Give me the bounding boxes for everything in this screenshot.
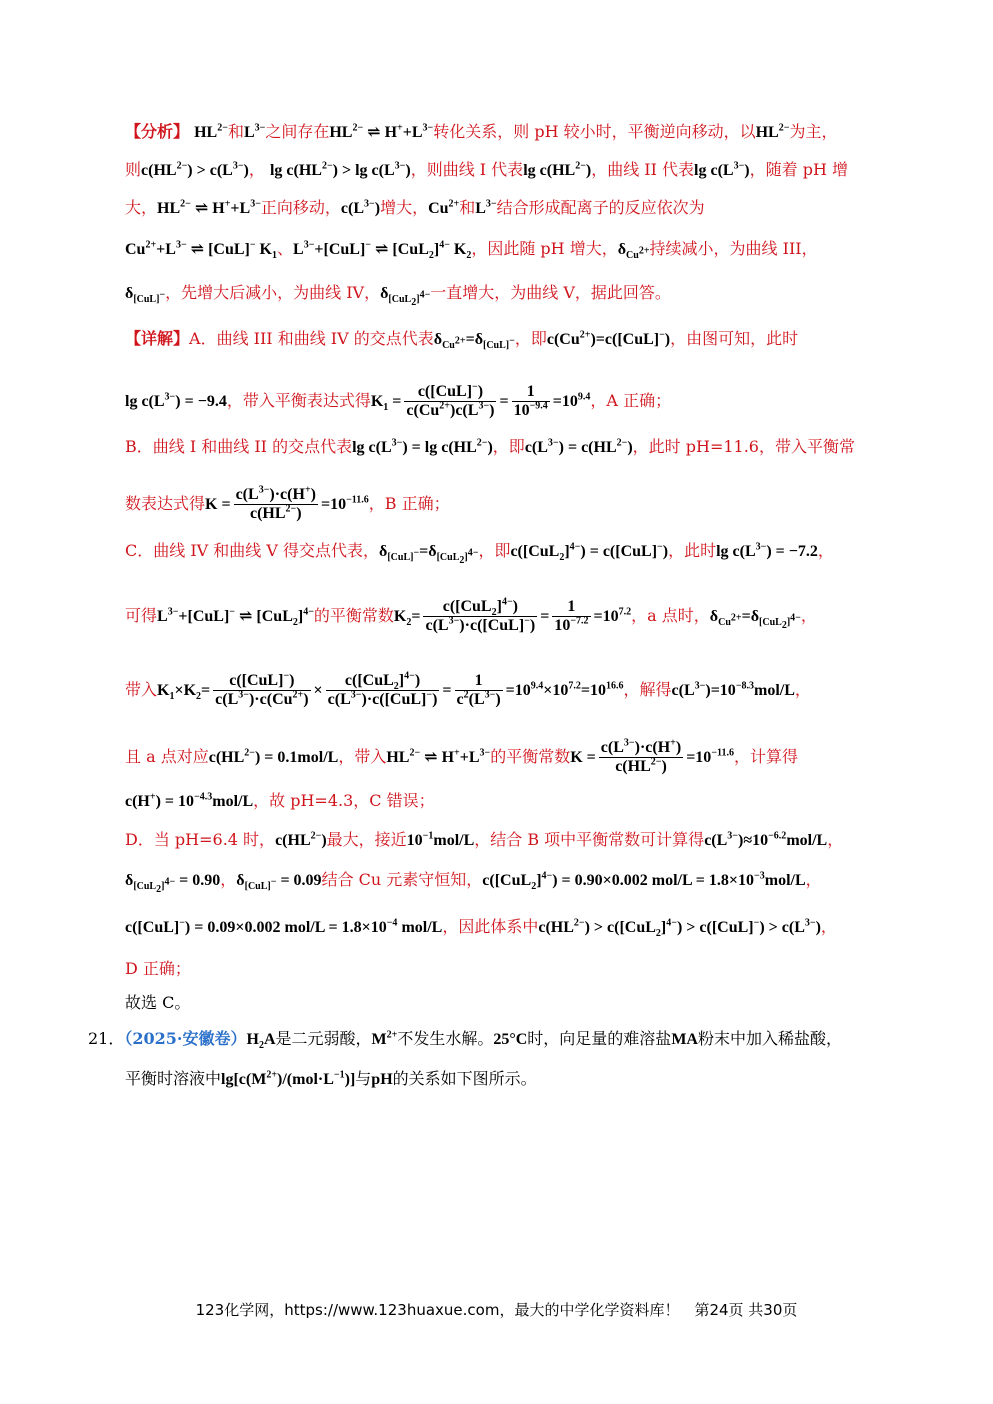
analysis-line-3: 大，$HL^{2-}$ ⇌ $H^++L^{3-}$正向移动，$c(L^{3-})$增大，$Cu^{2+}$和$L^{3-}$结合形成配离子的反应依次为 xyxy=(125,198,705,217)
question-21-line-1: 21．（2025·安徽卷）$H_2A$是二元弱酸，$M^{2+}$不发生水解。25°C时，向足量的难溶盐MA粉末中加入稀盐酸， xyxy=(88,1029,842,1052)
detail-tag: 【详解】 xyxy=(125,329,190,348)
analysis-line-2: 则$c(HL^{2-}) > c(L^{3-})$， $\lg c(HL^{2-}) > \lg c(L^{3-})$，则曲线 I 代表$\lg c(HL^{2-})$，曲线 II 代表$\lg c(L^{3-})$，随着 pH 增 xyxy=(125,160,848,179)
detail-a-line-2: $\lg c(L^{3-}) = -9.4$，带入平衡表达式得$K_1$ = $\frac{c([CuL]^-)}{c(Cu^{2+})c(L^{3-})}$ = $\frac{1}{10^{-9.4}}$ $=10^{9.4}$，A 正确； xyxy=(125,381,672,419)
page-footer: 123化学网，https://www.123huaxue.com，最大的中学化学资料库！ 第24页 共30页 xyxy=(195,1301,798,1319)
detail-b-line-2: 数表达式得K = $\frac{c(L^{3-})\cdot c(H^+)}{c(HL^{2-})}$ $=10^{-11.6}$，B 正确； xyxy=(125,484,450,522)
detail-d-line-3: c([CuL]−) = 0.09×0.002 $mol/L = 1.8\times 10^{-4}$ mol/L，因此体系中$c(HL^{2-}) > c([CuL_2]^{4-}) > c([CuL]^-) > c(L^{3-})$， xyxy=(125,917,837,940)
detail-c-line-2: 可得$L^{3-}+[CuL]^-$ ⇌ $[CuL_2]^{4-}$的平衡常数$K_2=$ $\frac{c([CuL_2]^{4-})}{c(L^{3-})\cdot c([CuL]^-)}$ = $\frac{1}{10^{-7.2}}$ $=10^{7.2}$，a 点时，$\delta_{Cu^{2+}}=\delta_{[CuL_2]^{4-}}$， xyxy=(125,596,817,634)
analysis-line-1: 【分析】 $HL^{2-}$和$L^{3-}$之间存在$HL^{2-}$ ⇌ $H^++L^{3-}$转化关系，则 pH 较小时，平衡逆向移动，以$HL^{2-}$为主， xyxy=(125,122,838,141)
analysis-tag: 【分析】 xyxy=(125,122,190,141)
detail-c-line-3: 带入$K_1\times K_2=$ $\frac{c([CuL]^-)}{c(L^{3-})\cdot c(Cu^{2+})}$ × $\frac{c([CuL_2]^{4-})}{c(L^{3-})\cdot c([CuL]^-)}$ = $\frac{1}{c^2(L^{3-})}$ $=10^{9.4}\times 10^{7.2}=10^{16.6}$，解得$c(L^{3-})=10^{-8.3}mol/L$， xyxy=(125,670,811,708)
detail-d-line-1: D．当 pH=6.4 时，$c(HL^{2-})$最大，接近$10^{-1}mol/L$，结合 B 项中平衡常数可计算得$c(L^{3-})\approx 10^{-6.2}mol/L$， xyxy=(125,830,844,849)
conclusion: 故选 C。 xyxy=(125,993,191,1012)
detail-c-line-4: 且 a 点对应$c(HL^{2-}) = 0.1mol/L$，带入$HL^{2-}$ ⇌ $H^++L^{3-}$的平衡常数K = $\frac{c(L^{3-})\cdot c(H^+)}{c(HL^{2-})}$ $=10^{-11.6}$，计算得 xyxy=(125,737,798,775)
question-number: 21． xyxy=(88,1029,125,1048)
detail-a-line-1: 【详解】A．曲线 III 和曲线 IV 的交点代表$\delta_{Cu^{2+}}=\delta_{[CuL]^-}$，即$c(Cu^{2+})=c([CuL]^-)$，由图可知，此时 xyxy=(125,329,799,352)
detail-c-line-5: $c(H^+) = 10^{-4.3}mol/L$，故 pH=4.3，C 错误； xyxy=(125,791,435,810)
question-21-line-2: 平衡时溶液中$\lg[c(M^{2+})/(mol\cdot L^{-1})]$与pH的关系如下图所示。 xyxy=(125,1069,537,1088)
detail-d-line-4: D 正确； xyxy=(125,959,191,978)
analysis-line-5: $\delta_{[CuL]^-}$，先增大后减小，为曲线 IV，$\delta_{[CuL_2]^{4-}}$一直增大，为曲线 V，据此回答。 xyxy=(125,283,671,309)
detail-d-line-2: $\delta_{[CuL_2]^{4-}} = 0.90$，$\delta_{[CuL]^-} = 0.09$结合 Cu 元素守恒知，$c([CuL_2]^{4-}) = 0.90\times 0.002$ $mol/L = 1.8\times 10^{-3}mol/L$， xyxy=(125,870,822,896)
question-source: （2025·安徽卷） xyxy=(124,1029,247,1048)
detail-b-line-1: B．曲线 I 和曲线 II 的交点代表$\lg c(L^{3-}) = \lg c(HL^{2-})$，即$c(L^{3-}) = c(HL^{2-})$，此时 pH=11.6，带入平衡常 xyxy=(125,437,855,456)
analysis-line-4: $Cu^{2+}+L^{3-}$ ⇌ [CuL]− $K_1$、$L^{3-}+[CuL]^-$ ⇌ $[CuL_2]^{4-}$ $K_2$，因此随 pH 增大，$\delta_{Cu^{2+}}$持续减小，为曲线 III， xyxy=(125,239,818,262)
detail-c-line-1: C．曲线 IV 和曲线 V 得交点代表，$\delta_{[CuL]^-}=\delta_{[CuL_2]^{4-}}$，即$c([CuL_2]^{4-}) = c([CuL]^-)$，此时$\lg c(L^{3-}) = -7.2$， xyxy=(125,541,834,567)
